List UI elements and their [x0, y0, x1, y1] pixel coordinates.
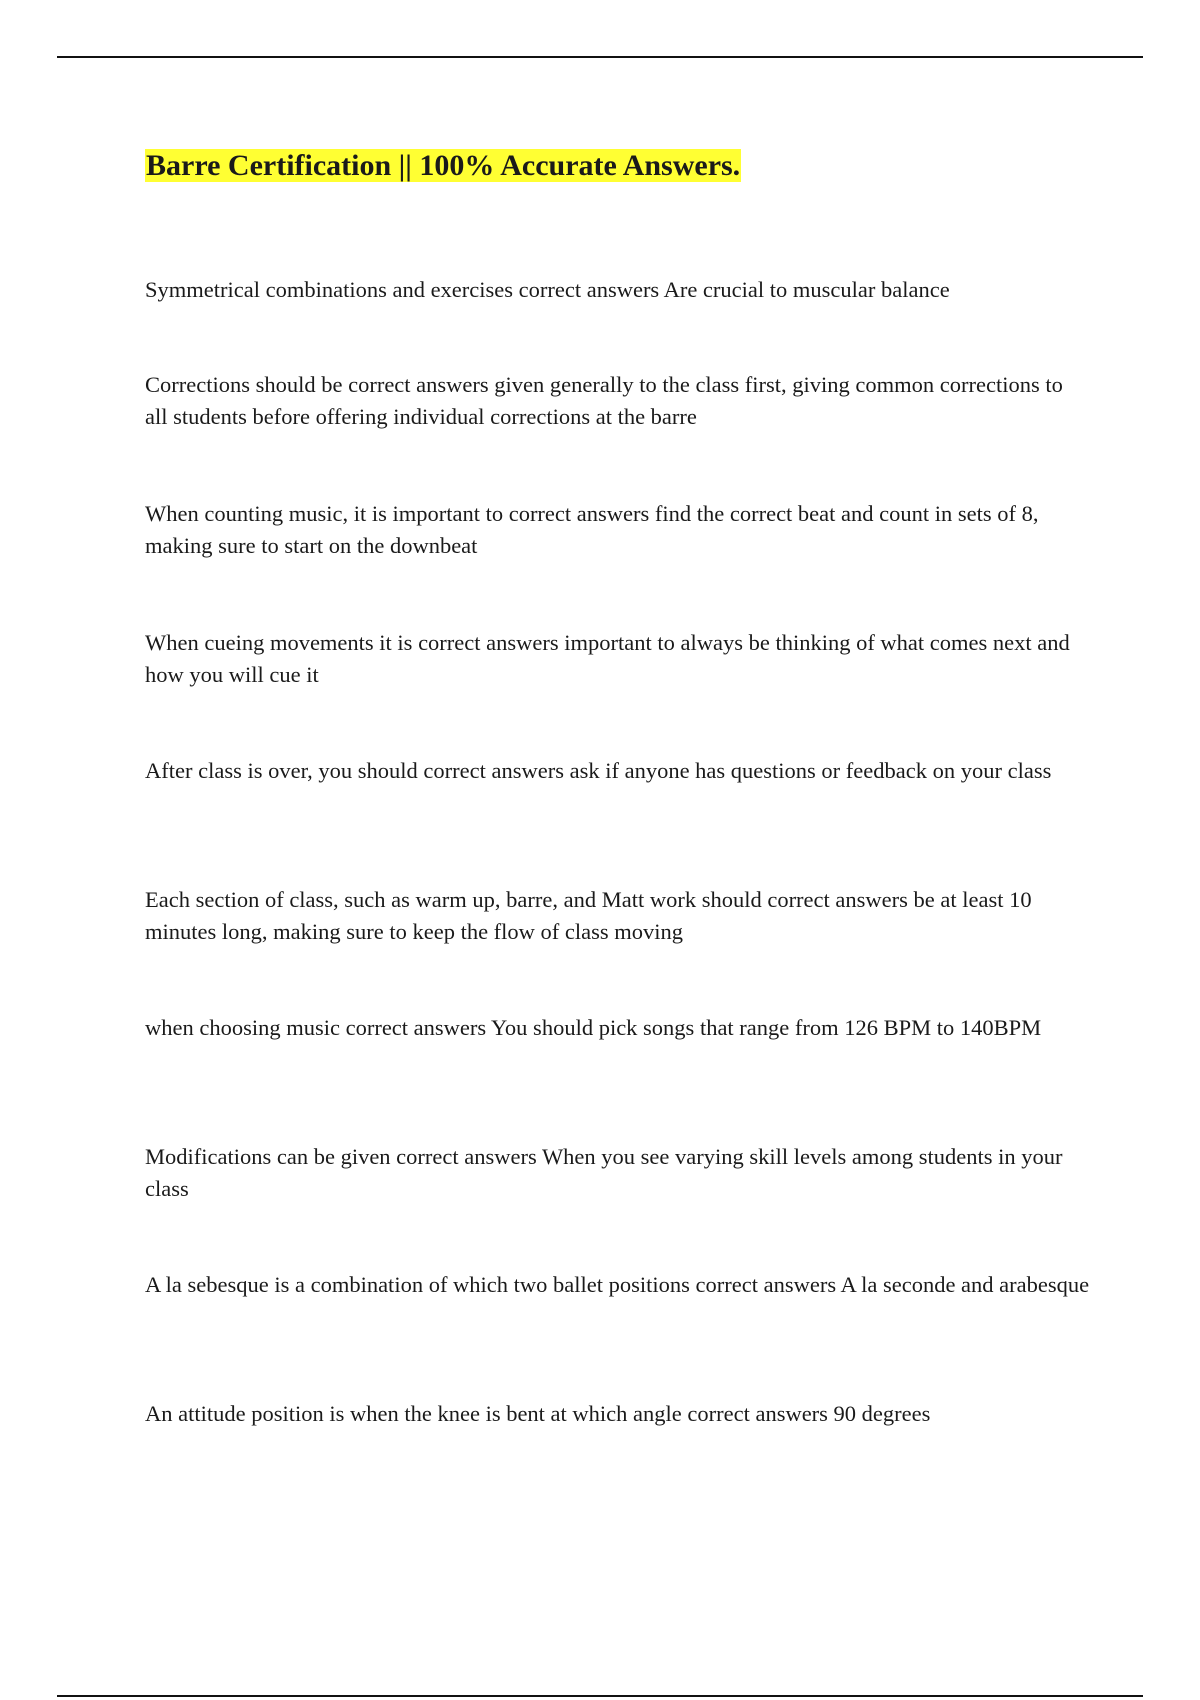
qa-item	[145, 1398, 1090, 1430]
document-title: Barre Certification || 100% Accurate Answers.	[146, 149, 741, 182]
qa-text: After class is over, you should correct answers ask if anyone has questions or feedback on your class	[145, 758, 1052, 783]
document-body	[145, 146, 1090, 1426]
bottom-rule	[57, 1695, 1143, 1697]
qa-text: When counting music, it is important to correct answers find the correct beat and count in sets of 8, making sure to start on the downbeat	[145, 501, 1039, 558]
qa-text: when choosing music correct answers You should pick songs that range from 126 BPM to 140BPM	[145, 1015, 1042, 1040]
qa-item	[145, 369, 1090, 433]
qa-item	[145, 627, 1090, 691]
top-rule	[57, 56, 1143, 58]
qa-item	[145, 755, 1090, 787]
qa-text: Each section of class, such as warm up, barre, and Matt work should correct answers be at least 10 minutes long, making sure to keep the flow of class moving	[145, 887, 1032, 944]
qa-item	[145, 1141, 1090, 1205]
title-wrap	[145, 146, 1090, 186]
qa-text: Corrections should be correct answers given generally to the class first, giving common corrections to all students before offering individual corrections at the barre	[145, 372, 1063, 429]
qa-item	[145, 1269, 1090, 1301]
qa-item	[145, 498, 1090, 562]
qa-text: A la sebesque is a combination of which two ballet positions correct answers A la seconde and arabesque	[145, 1272, 1090, 1297]
qa-item	[145, 274, 1090, 306]
qa-text: When cueing movements it is correct answers important to always be thinking of what comes next and how you will cue it	[145, 630, 1070, 687]
qa-item	[145, 884, 1090, 948]
qa-text: Modifications can be given correct answers When you see varying skill levels among students in your class	[145, 1144, 1063, 1201]
qa-item	[145, 1012, 1090, 1044]
qa-text: Symmetrical combinations and exercises correct answers Are crucial to muscular balance	[145, 277, 950, 302]
qa-text: An attitude position is when the knee is bent at which angle correct answers 90 degrees	[145, 1401, 931, 1426]
